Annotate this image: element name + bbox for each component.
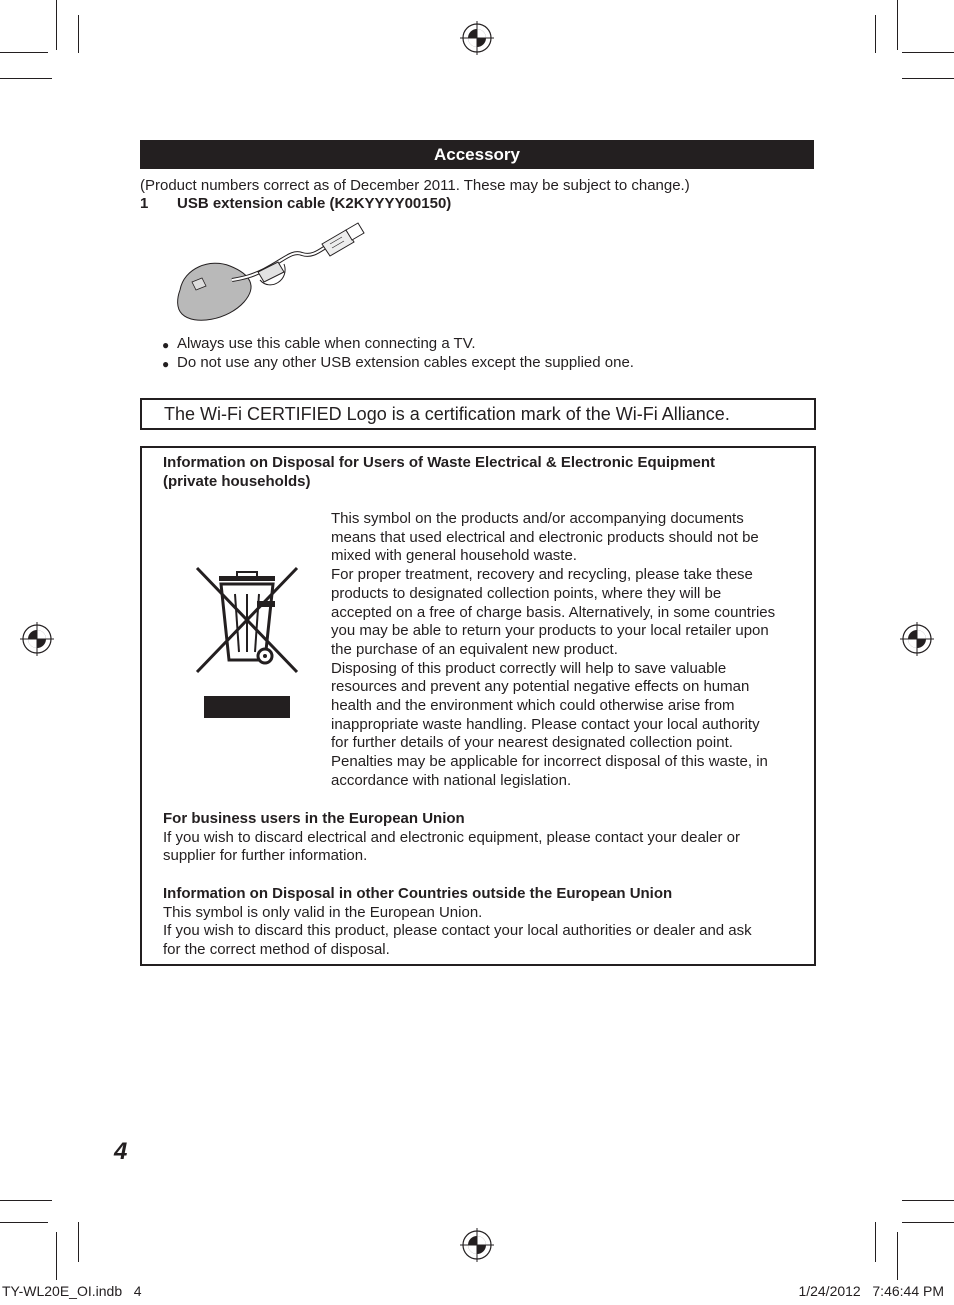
wifi-certified-notice [140, 398, 816, 430]
body-line: inappropriate waste handling. Please contact your local authority [331, 715, 760, 733]
disposal-heading-sub: (private households) [163, 473, 311, 490]
usb-extension-cable-illustration [172, 220, 368, 326]
registration-mark-icon [460, 1228, 494, 1262]
other-countries-section [163, 885, 803, 960]
body-line: means that used electrical and electronic products should not be [331, 528, 759, 546]
crop-mark [902, 78, 954, 79]
crossed-out-wheelie-bin-icon [193, 564, 301, 720]
crop-mark [897, 1232, 898, 1280]
item-number: 1 [140, 195, 149, 212]
product-number-note: (Product numbers correct as of December 2011. These may be subject to change.) [140, 177, 690, 194]
bullet-glyph: ● [162, 338, 170, 352]
body-line: Disposing of this product correctly will help to save valuable [331, 659, 727, 677]
accessory-heading: Accessory [140, 140, 814, 169]
footer-timestamp: 1/24/2012 7:46:44 PM [798, 1283, 944, 1299]
body-line: products to designated collection points, where they will be [331, 584, 722, 602]
crop-mark [875, 15, 876, 53]
body-line: you may be able to return your products to your local retailer upon [331, 622, 769, 640]
item-name: USB extension cable (K2KYYYY00150) [177, 195, 452, 212]
body-line: This symbol on the products and/or accompanying documents [331, 510, 744, 527]
body-line: accordance with national legislation. [331, 771, 572, 789]
crop-mark [902, 52, 954, 53]
body-line: Penalties may be applicable for incorrect disposal of this waste, in [331, 753, 768, 771]
crop-mark [902, 1222, 954, 1223]
registration-mark-icon [20, 622, 54, 656]
crop-mark [78, 1222, 79, 1262]
crop-mark [0, 52, 48, 53]
disposal-body-text [331, 510, 809, 791]
body-line: mixed with general household waste. [331, 547, 577, 565]
other-line: If you wish to discard this product, please contact your local authorities or dealer and ask [163, 922, 752, 940]
page-number: 4 [114, 1138, 128, 1165]
disposal-heading: Information on Disposal for Users of Waste Electrical & Electronic Equipment [163, 454, 716, 471]
crop-mark [0, 1222, 48, 1223]
body-line: accepted on a free of charge basis. Alternatively, in some countries [331, 603, 776, 621]
crop-mark [56, 1232, 57, 1280]
body-line: the purchase of an equivalent new product. [331, 640, 618, 658]
crop-mark [902, 1200, 954, 1201]
business-line: If you wish to discard electrical and electronic equipment, please contact your dealer or [163, 828, 740, 846]
crop-mark [0, 78, 52, 79]
business-heading: For business users in the European Union [163, 810, 465, 827]
footer-file-slug: TY-WL20E_OI.indb 4 [2, 1283, 142, 1299]
business-line: supplier for further information. [163, 847, 368, 865]
bullet-item: Always use this cable when connecting a TV. [177, 335, 476, 352]
other-line: for the correct method of disposal. [163, 941, 390, 959]
bullet-item: Do not use any other USB extension cables except the supplied one. [177, 354, 634, 371]
other-line: This symbol is only valid in the European Union. [163, 903, 483, 921]
bullet-glyph: ● [162, 357, 170, 371]
body-line: for further details of your nearest designated collection point. [331, 734, 733, 752]
crop-mark [875, 1222, 876, 1262]
wifi-notice-text: The Wi-Fi CERTIFIED Logo is a certification mark of the Wi-Fi Alliance. [164, 404, 730, 424]
other-heading: Information on Disposal in other Countries outside the European Union [163, 885, 673, 902]
crop-mark [897, 0, 898, 50]
crop-mark [56, 0, 57, 50]
registration-mark-icon [460, 21, 494, 55]
business-users-section [163, 810, 803, 866]
crop-mark [0, 1200, 52, 1201]
crop-mark [78, 15, 79, 53]
body-line: For proper treatment, recovery and recycling, please take these [331, 566, 753, 584]
body-line: resources and prevent any potential negative effects on human [331, 678, 750, 696]
registration-mark-icon [900, 622, 934, 656]
body-line: health and the environment which could otherwise arise from [331, 697, 735, 715]
